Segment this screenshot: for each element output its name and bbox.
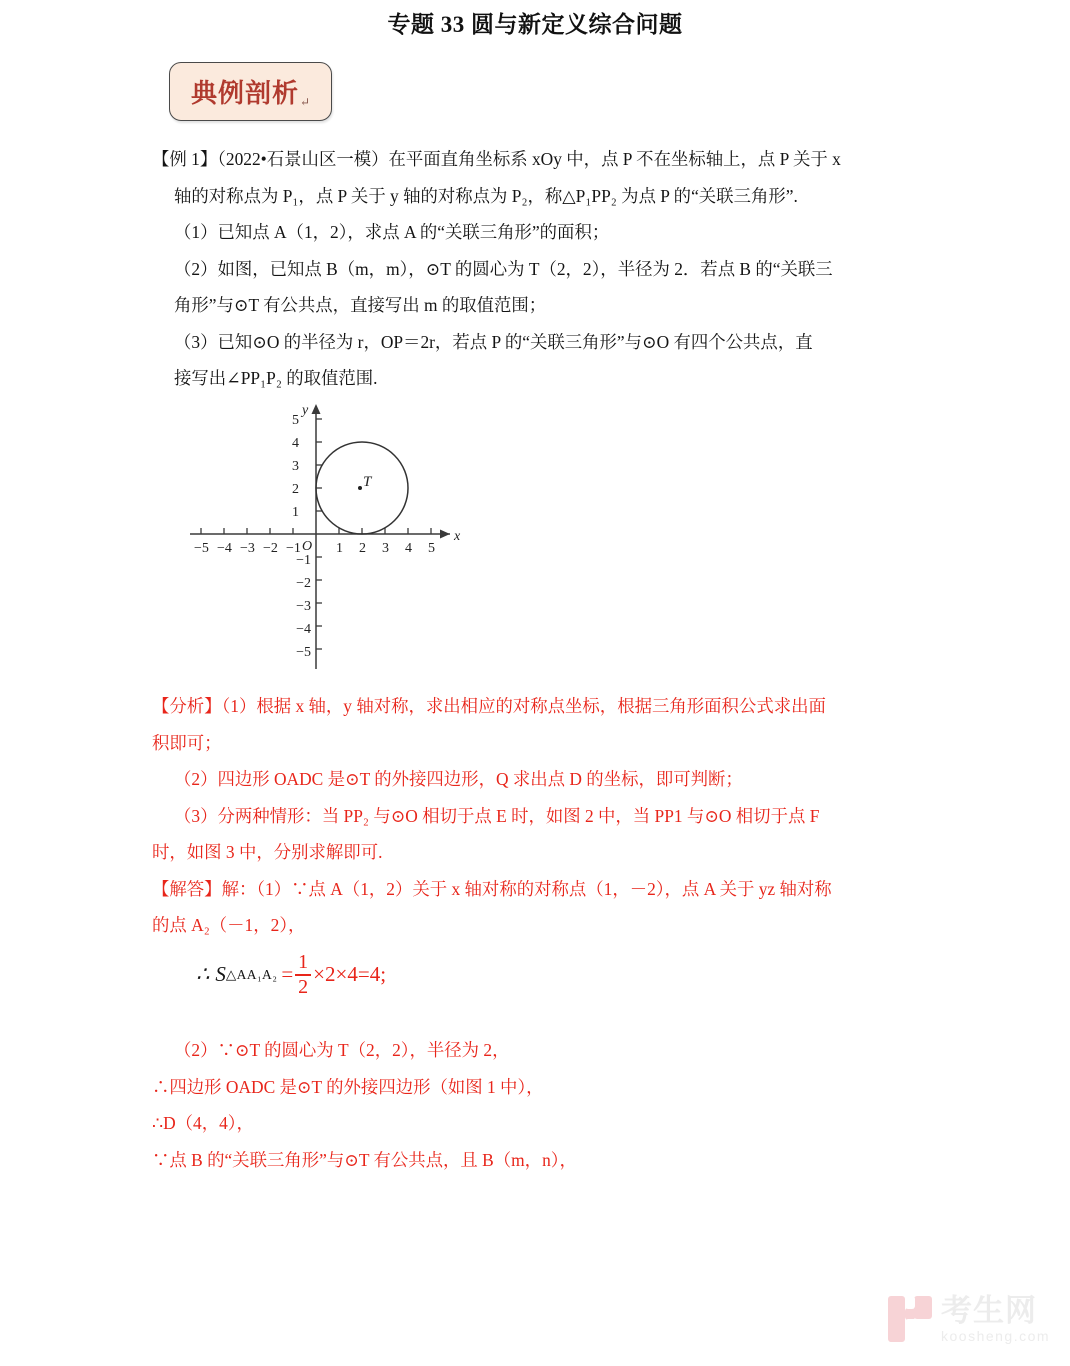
y-tick-label: 4 bbox=[292, 436, 299, 451]
x-tick-label: −5 bbox=[194, 541, 209, 556]
x-tick-label: −4 bbox=[217, 541, 232, 556]
formula-equals: = bbox=[281, 962, 294, 987]
watermark-en: koosheng.com bbox=[941, 1328, 1051, 1344]
fraction-one-half bbox=[295, 952, 311, 998]
x-axis-arrow bbox=[440, 530, 450, 539]
coordinate-plane-svg bbox=[178, 392, 498, 677]
x-tick-label: 5 bbox=[428, 541, 435, 556]
label-T: T bbox=[363, 474, 372, 490]
fraction-numerator: 1 bbox=[298, 951, 309, 973]
problem-line: 角形”与⊙T 有公共点，直接写出 m 的取值范围； bbox=[174, 295, 547, 315]
y-tick-label: −3 bbox=[296, 599, 311, 614]
x-tick-label: 3 bbox=[382, 541, 389, 556]
fraction-denominator: 2 bbox=[298, 975, 309, 998]
therefore-symbol: ∴ bbox=[196, 962, 210, 987]
area-formula bbox=[196, 952, 386, 998]
y-tick-label: 3 bbox=[292, 459, 299, 474]
x-tick-label: −1 bbox=[286, 541, 301, 556]
axis-label-x: x bbox=[454, 529, 461, 544]
center-point-T bbox=[358, 486, 362, 490]
x-tick-label: 1 bbox=[336, 541, 343, 556]
analysis-line: 【解答】解：（1）∵点 A（1，2）关于 x 轴对称的对称点（1，－2），点 A 关于 yz 轴对称 bbox=[152, 878, 832, 899]
section-badge bbox=[169, 62, 332, 121]
page-title: 专题 33 圆与新定义综合问题 bbox=[387, 12, 683, 37]
y-tick-label: 2 bbox=[292, 482, 299, 497]
analysis-line: （3）分两种情形：当 PP₂ 与⊙O 相切于点 E 时，如图 2 中，当 PP1 与⊙O 相切于点 F bbox=[174, 805, 820, 826]
analysis-line: （2）四边形 OADC 是⊙T 的外接四边形，Q 求出点 D 的坐标，即可判断； bbox=[174, 769, 743, 789]
x-tick-label: 4 bbox=[405, 541, 412, 556]
formula-subscript: △AA₁A₂ bbox=[225, 966, 278, 982]
y-tick-label: 5 bbox=[292, 413, 299, 428]
analysis-line: 时，如图 3 中，分别求解即可. bbox=[152, 842, 383, 862]
y-tick-label: −1 bbox=[296, 553, 311, 568]
analysis-line: 【分析】（1）根据 x 轴，y 轴对称，求出相应的对称点坐标，根据三角形面积公式求出面 bbox=[152, 696, 826, 716]
problem-line: （2）如图，已知点 B（m，m），⊙T 的圆心为 T（2，2），半径为 2．若点 B 的“关联三 bbox=[174, 258, 833, 279]
analysis-block bbox=[152, 688, 942, 944]
solution-line: （2）∵⊙T 的圆心为 T（2，2），半径为 2， bbox=[174, 1040, 510, 1060]
formula-tail: ×2×4=4; bbox=[313, 962, 387, 987]
analysis-line: 的点 A₂（－1，2）， bbox=[152, 915, 306, 935]
problem-line: 轴的对称点为 P₁，点 P 关于 y 轴的对称点为 P₂，称△P₁PP₂ 为点 P 的“关联三角形”. bbox=[174, 185, 798, 206]
solution-line: ∵点 B 的“关联三角形”与⊙T 有公共点，且 B（m，n）， bbox=[152, 1149, 577, 1170]
coordinate-plane-figure bbox=[178, 392, 498, 677]
solution-line: ∴四边形 OADC 是⊙T 的外接四边形（如图 1 中）， bbox=[152, 1076, 544, 1097]
y-tick-label: 1 bbox=[292, 505, 299, 520]
formula-symbol: S bbox=[215, 962, 226, 987]
y-tick-label: −2 bbox=[296, 576, 311, 591]
solution-line: ∴D（4，4）， bbox=[152, 1113, 254, 1133]
y-tick-label: −4 bbox=[296, 622, 311, 637]
problem-line: （3）已知⊙O 的半径为 r，OP＝2r，若点 P 的“关联三角形”与⊙O 有四个公共点，直 bbox=[174, 331, 813, 352]
koosheng-logo-icon bbox=[888, 1296, 932, 1342]
problem-line: 【例 1】（2022•石景山区一模）在平面直角坐标系 xOy 中，点 P 不在坐标轴上，点 P 关于 x bbox=[152, 149, 841, 169]
x-tick-label: −3 bbox=[240, 541, 255, 556]
analysis-line: 积即可； bbox=[152, 732, 222, 753]
x-tick-label: −2 bbox=[263, 541, 278, 556]
section-badge-label: 典例剖析 bbox=[190, 79, 299, 108]
y-axis-arrow bbox=[312, 404, 321, 414]
x-tick-label: 2 bbox=[359, 541, 366, 556]
solution-block bbox=[152, 1032, 942, 1178]
origin-label: O bbox=[302, 539, 313, 554]
watermark bbox=[888, 1288, 1060, 1350]
problem-statement bbox=[152, 141, 942, 397]
watermark-text bbox=[941, 1295, 1050, 1343]
axis-label-y: y bbox=[302, 403, 309, 418]
problem-line: （1）已知点 A（1，2），求点 A 的“关联三角形”的面积； bbox=[174, 222, 610, 242]
y-tick-label: −5 bbox=[296, 645, 311, 660]
problem-line: 接写出∠PP₁P₂ 的取值范围. bbox=[174, 368, 378, 388]
pilcrow-icon: ↵ bbox=[299, 95, 311, 109]
watermark-cn: 考生网 bbox=[941, 1293, 1037, 1328]
